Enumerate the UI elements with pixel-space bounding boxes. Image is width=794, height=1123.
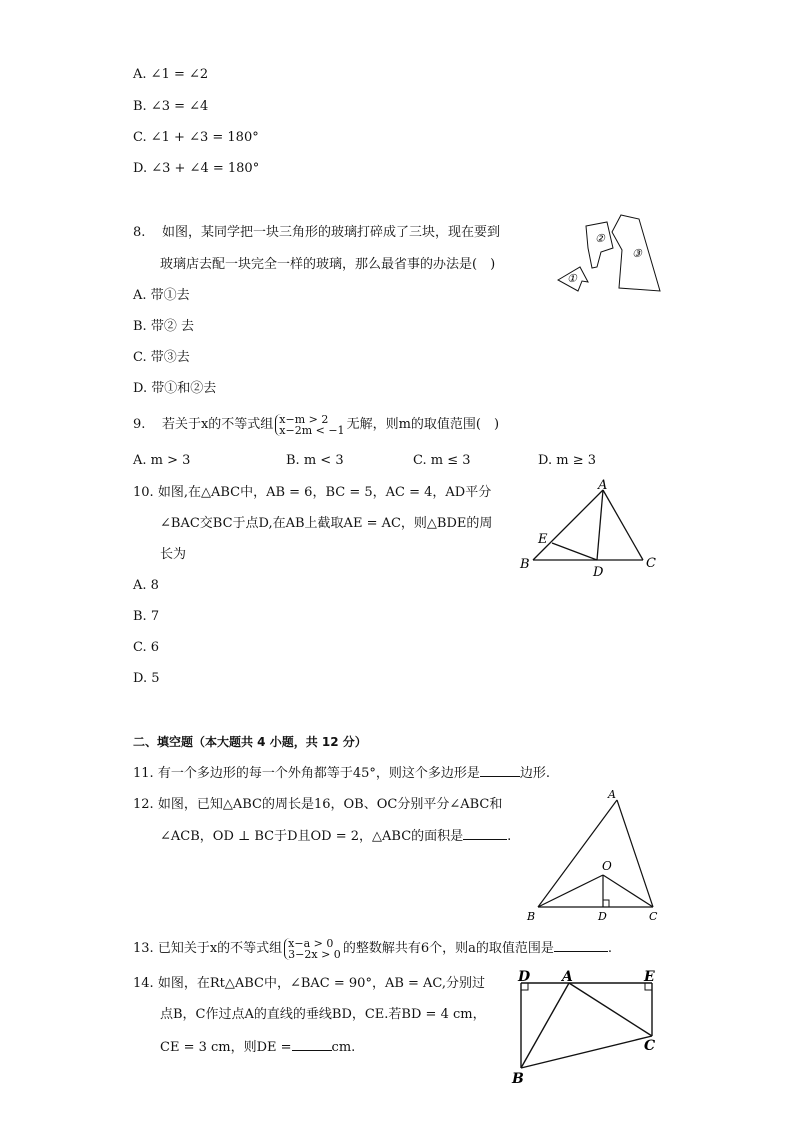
label-B: B — [527, 910, 536, 923]
answer-blank[interactable] — [292, 1038, 332, 1051]
q9-line: 9. 若关于x的不等式组 x−m > 2 x−2m < −1 无解，则m的取值范围( ) — [133, 412, 500, 437]
inequality-system: x−a > 0 3−2x > 0 — [284, 938, 341, 960]
q8-broken-glass-figure — [555, 212, 665, 294]
question-number: 11. — [133, 766, 154, 781]
q8-line2: 玻璃店去配一块完全一样的玻璃，那么最省事的办法是( ) — [160, 257, 496, 272]
q7-option-b: B. ∠3 = ∠4 — [133, 99, 209, 114]
label-C: C — [649, 910, 658, 923]
label-B: B — [520, 557, 530, 572]
q14-right-triangle-figure — [505, 964, 670, 1088]
q10-option-a: A. 8 — [133, 578, 159, 593]
answer-blank[interactable] — [463, 827, 507, 840]
q8-option-a: A. 带①去 — [133, 288, 190, 303]
segment-OB — [538, 875, 603, 907]
label-C: C — [646, 556, 656, 571]
label-O: O — [602, 859, 612, 873]
piece-label-1: ① — [567, 272, 577, 285]
label-A: A — [608, 788, 616, 801]
question-number: 9. — [133, 417, 146, 432]
q12-triangle-figure — [522, 786, 667, 924]
segment-BC — [521, 1036, 652, 1068]
q9-option-d: D. m ≥ 3 — [538, 453, 596, 468]
q10-line1: 10. 如图,在△ABC中，AB = 6，BC = 5，AC = 4，AD平分 — [133, 485, 492, 500]
q9-option-a: A. m > 3 — [133, 453, 191, 468]
q9-option-c: C. m ≤ 3 — [413, 453, 471, 468]
q7-option-c: C. ∠1 + ∠3 = 180° — [133, 130, 259, 145]
segment-AB — [521, 983, 569, 1068]
q8-line1: 8. 如图，某同学把一块三角形的玻璃打碎成了三块，现在要到 — [133, 225, 500, 240]
label-D: D — [518, 969, 531, 985]
glass-piece-2 — [586, 222, 613, 268]
segment-OC — [603, 875, 653, 907]
label-A: A — [598, 478, 608, 493]
q11-line: 11. 有一个多边形的每一个外角都等于45°，则这个多边形是 边形. — [133, 766, 551, 781]
piece-label-3: ③ — [632, 247, 642, 260]
answer-blank[interactable] — [480, 764, 520, 777]
q12-line2: ∠ACB，OD ⊥ BC于D且OD = 2，△ABC的面积是 . — [160, 829, 512, 844]
segment-AD — [597, 490, 603, 560]
q14-line2: 点B，C作过点A的直线的垂线BD，CE.若BD = 4 cm， — [160, 1007, 486, 1022]
question-number: 14. — [133, 976, 154, 991]
q10-triangle-figure — [515, 476, 665, 578]
q10-line3: 长为 — [160, 547, 187, 562]
piece-label-2: ② — [595, 232, 605, 245]
question-number: 10. — [133, 485, 154, 500]
inequality-system: x−m > 2 x−2m < −1 — [275, 414, 344, 436]
q13-line: 13. 已知关于x的不等式组 x−a > 0 3−2x > 0 的整数解共有6个，则a的取值范围是 . — [133, 936, 612, 961]
q8-option-b: B. 带② 去 — [133, 319, 194, 334]
segment-AC — [603, 490, 643, 560]
label-D: D — [598, 910, 607, 923]
segment-AB — [538, 800, 617, 907]
q7-option-a: A. ∠1 = ∠2 — [133, 67, 209, 82]
question-number: 8. — [133, 225, 146, 240]
q8-option-d: D. 带①和②去 — [133, 381, 217, 396]
question-number: 12. — [133, 797, 154, 812]
section-heading: 二、填空题（本大题共 4 小题，共 12 分） — [133, 735, 367, 749]
q10-option-c: C. 6 — [133, 640, 160, 655]
label-E: E — [644, 969, 655, 985]
q12-line1: 12. 如图，已知△ABC的周长是16，OB、OC分别平分∠ABC和 — [133, 797, 503, 812]
q8-option-c: C. 带③去 — [133, 350, 190, 365]
answer-blank[interactable] — [554, 939, 608, 952]
question-number: 13. — [133, 941, 154, 956]
label-C: C — [644, 1038, 656, 1054]
q10-option-d: D. 5 — [133, 671, 160, 686]
q10-option-b: B. 7 — [133, 609, 160, 624]
label-D: D — [593, 565, 604, 578]
q14-line1: 14. 如图，在Rt△ABC中，∠BAC = 90°，AB = AC,分别过 — [133, 976, 486, 991]
label-E: E — [538, 532, 548, 547]
q10-line2: ∠BAC交BC于点D,在AB上截取AE = AC，则△BDE的周 — [160, 516, 493, 531]
q9-option-b: B. m < 3 — [286, 453, 344, 468]
q14-line3: CE = 3 cm，则DE = cm. — [160, 1040, 356, 1055]
label-B: B — [512, 1071, 524, 1087]
right-angle-mark — [603, 900, 609, 907]
segment-AC — [617, 800, 653, 907]
label-A: A — [562, 969, 573, 985]
segment-AC — [569, 983, 652, 1036]
q7-option-d: D. ∠3 + ∠4 = 180° — [133, 161, 260, 176]
segment-ED — [552, 543, 597, 560]
